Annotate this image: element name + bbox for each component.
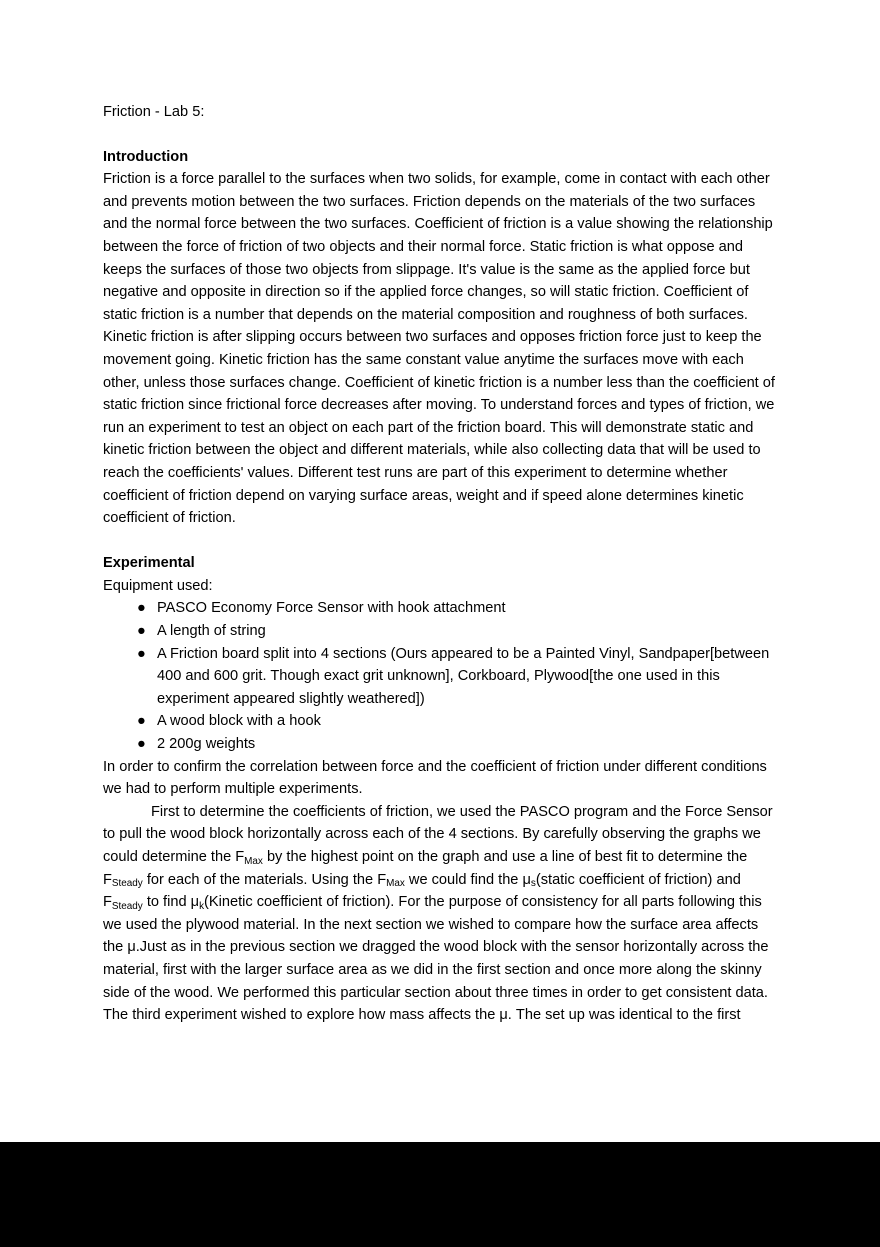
procedure-text-part-3: for each of the materials. Using the <box>142 871 378 888</box>
list-item-label: A Friction board split into 4 sections (Ours appeared to be a Painted Vinyl, Sandpaper[between 400 and 600 grit. Though exact grit unknown], Corkboard, Plywood[the one used in this experiment appeared slightly weathered]) <box>157 645 770 707</box>
procedure-text-part-6: to find <box>142 894 191 911</box>
symbol-mu-s <box>522 872 535 888</box>
symbol-subscript: Steady <box>111 878 143 890</box>
paragraph-procedure <box>103 801 779 1027</box>
symbol-subscript: s <box>530 878 536 890</box>
document-title-text: Friction - Lab 5: <box>103 104 205 120</box>
heading-introduction: Introduction <box>103 148 189 165</box>
symbol-subscript: Steady <box>111 900 143 912</box>
bullet-icon: ● <box>137 736 146 753</box>
procedure-text-part-4: we could find the <box>404 871 523 888</box>
equipment-used-label: Equipment used: <box>103 577 213 594</box>
list-item <box>103 710 779 733</box>
list-item-label: PASCO Economy Force Sensor with hook attachment <box>157 600 506 617</box>
symbol-f-steady <box>103 894 143 910</box>
procedure-text-part-2: by the highest point on the graph and use a line of best fit to determine the <box>262 849 748 865</box>
symbol-f-max <box>377 872 405 888</box>
list-item-label: 2 200g weights <box>157 736 256 753</box>
symbol-base: μ <box>522 871 531 888</box>
procedure-text-part-7: (Kinetic coefficient of friction). For the purpose of consistency for all parts following this we used the plywood material. In the next section we wished to compare how the surface area affects the μ.Just as in the previous section we dragged the wood block with the sensor horizontally across the material, first with the larger surface area as we did in the first section and once more along the skinny side of the wood. We performed this particular section about three times in order to get consistent data. The third experiment wished to explore how mass affects the μ. The set up was identical to the first <box>103 894 769 1024</box>
bullet-icon: ● <box>137 645 146 662</box>
symbol-base: F <box>377 871 387 888</box>
procedure-text-part-5: (static coefficient of friction) and <box>535 871 741 888</box>
paragraph-spacer <box>103 530 779 553</box>
bullet-icon: ● <box>137 600 146 617</box>
equipment-list <box>103 597 779 755</box>
list-item <box>103 643 779 711</box>
symbol-f-max <box>235 849 263 865</box>
symbol-base: F <box>103 894 112 911</box>
symbol-base: F <box>235 849 245 865</box>
list-item <box>103 733 779 756</box>
bullet-icon: ● <box>137 713 146 730</box>
paragraph-experiment-conditions: In order to confirm the correlation between force and the coefficient of friction under different conditions we had to perform multiple experiments. <box>103 758 767 798</box>
list-item-label: A wood block with a hook <box>157 713 321 730</box>
list-item-label: A length of string <box>157 623 266 640</box>
document-title <box>103 101 779 124</box>
symbol-mu-k <box>191 894 204 910</box>
symbol-subscript: k <box>199 900 205 912</box>
list-item <box>103 597 779 620</box>
procedure-text-part-1: First to determine the coefficients of friction, we used the PASCO program and the Force Sensor to pull the wood block horizontally across each of the 4 sections. By carefully observing the graphs we could determine the <box>103 803 773 865</box>
symbol-base: F <box>103 871 112 888</box>
list-item <box>103 620 779 643</box>
page-bottom-bar <box>0 1142 880 1247</box>
heading-experimental: Experimental <box>103 555 195 572</box>
paragraph-introduction: Friction is a force parallel to the surfaces when two solids, for example, come in contact with each other and prevents motion between the two surfaces. Friction depends on the materials of the two surfaces and the normal force between the two surfaces. Coefficient of friction is a value showing the relationship between the force of friction of two objects and their normal force. Static friction is what oppose and keeps the surfaces of those two objects from slippage. It's value is the same as the applied force but negative and opposite in direction so if the applied force changes, so will static friction. Coefficient of static friction is a number that depends on the material composition and roughness of both surfaces. Kinetic friction is after slipping occurs between two surfaces and opposes friction force just to keep the movement going. Kinetic friction has the same constant value anytime the surfaces move with each other, unless those surfaces change. Coefficient of kinetic friction is a number less than the coefficient of static friction since frictional force decreases after moving. To understand forces and types of friction, we run an experiment to test an object on each part of the friction board. This will demonstrate static and kinetic friction between the object and different materials, while also collecting data that will be used to reach the coefficients' values. Different test runs are part of this experiment to determine whether coefficient of friction depend on varying surface areas, weight and if speed alone determines kinetic coefficient of friction. <box>103 171 775 527</box>
symbol-f-steady <box>103 872 143 888</box>
bullet-icon: ● <box>137 623 146 640</box>
symbol-subscript: Max <box>244 855 263 867</box>
symbol-base: μ <box>190 894 200 911</box>
document-content <box>103 101 779 1027</box>
symbol-subscript: Max <box>386 878 405 890</box>
